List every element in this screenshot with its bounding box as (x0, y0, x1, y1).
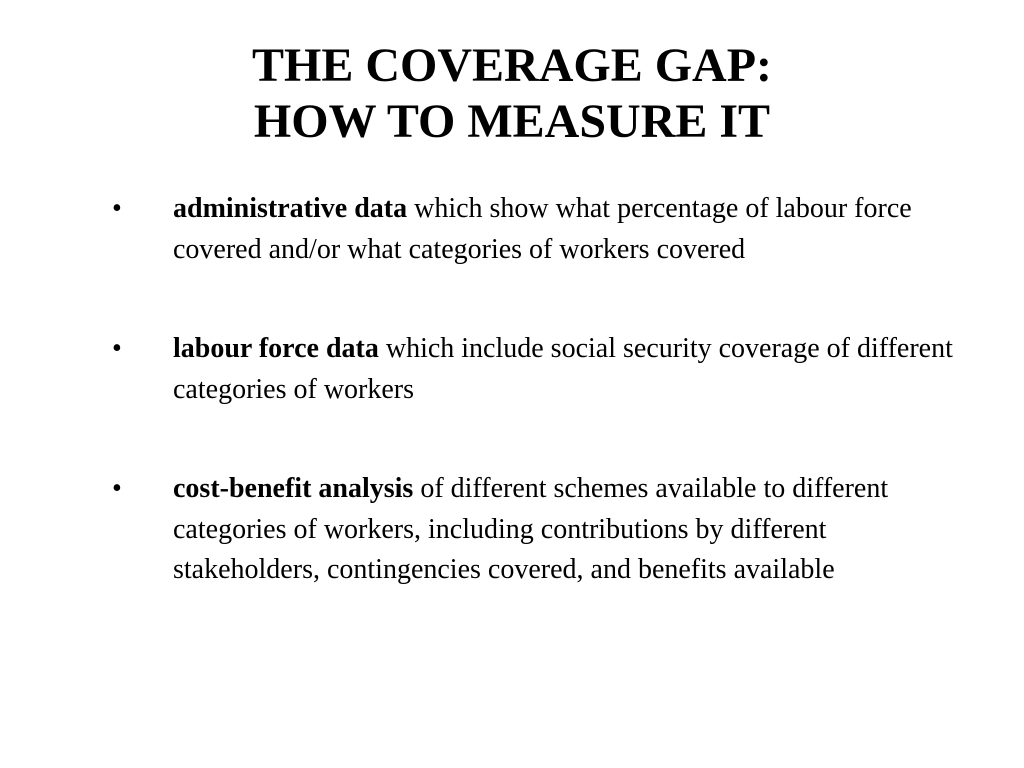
bullet-text: which show what percentage of labour force covered and/or what categories of workers covered (173, 193, 912, 265)
bullet-term: cost-benefit analysis (173, 473, 414, 504)
bullet-dot-icon: • (112, 473, 122, 504)
title-line-1: THE COVERAGE GAP: (251, 39, 773, 92)
slide-title (0, 38, 1024, 150)
bullet-list (0, 189, 1024, 650)
title-line-2: HOW TO MEASURE IT (253, 95, 771, 148)
bullet-dot-icon: • (112, 193, 122, 224)
bullet-term: labour force data (173, 333, 379, 364)
bullet-text: of different schemes available to different categories of workers, including contributions by different stakeholders, contingencies covered, and benefits available (173, 473, 889, 585)
bullet-term: administrative data (173, 193, 408, 224)
bullet-item-administrative-data (0, 189, 963, 270)
bullet-dot-icon: • (112, 333, 122, 364)
bullet-item-labour-force-data (0, 329, 963, 410)
bullet-item-cost-benefit-analysis (0, 469, 963, 591)
bullet-text: which include social security coverage of different categories of workers (173, 333, 953, 405)
